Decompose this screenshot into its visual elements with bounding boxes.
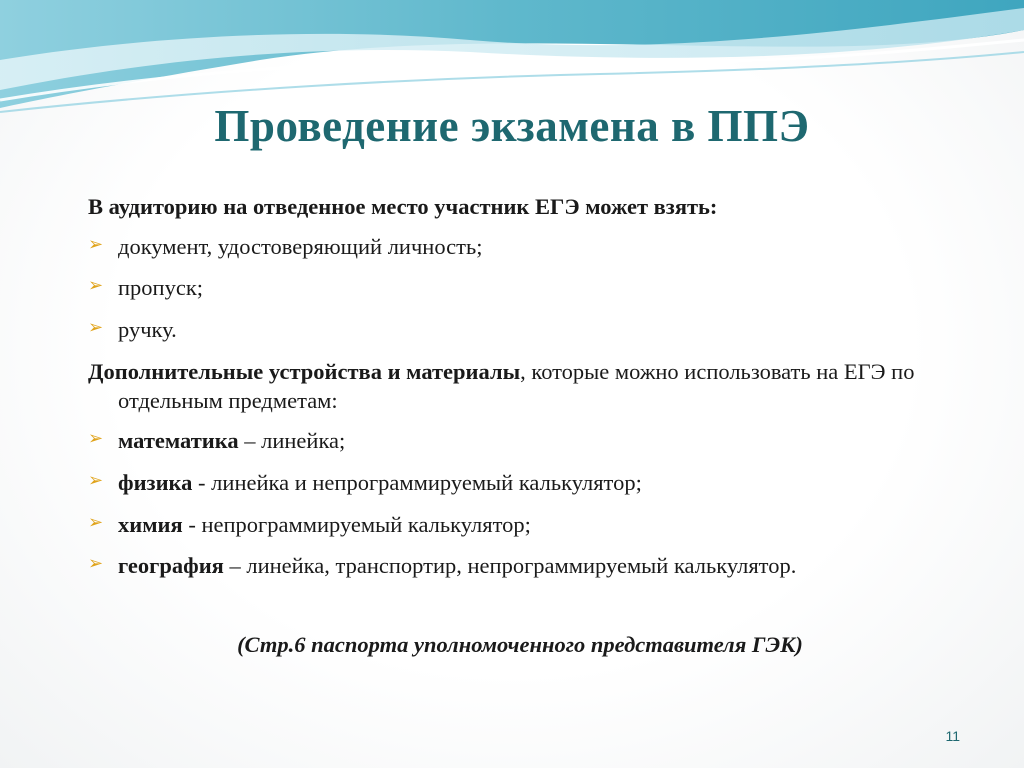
arrow-bullet-icon: ➢ [88,233,104,255]
subject-desc: непрограммируемый калькулятор; [201,511,531,537]
subject-desc: линейка; [261,428,346,454]
subject-separator: - [182,511,202,537]
intro-heading: В аудиторию на отведенное место участник ЕГЭ может взять: [88,194,718,219]
subject-name: математика [118,428,239,454]
arrow-bullet-icon: ➢ [88,469,104,491]
subject-item-physics [88,468,928,498]
subject-name: география [118,553,224,579]
arrow-bullet-icon: ➢ [88,317,104,339]
slide-title: Проведение экзамена в ППЭ [214,101,810,151]
arrow-bullet-icon: ➢ [88,511,104,533]
list-item [88,273,928,303]
slide-body [88,192,928,593]
subject-desc: линейка, транспортир, непрограммируемый калькулятор. [246,553,797,579]
list-item-text: ручку. [118,317,177,343]
subject-separator: – [238,428,262,454]
additional-materials-bold: Дополнительные устройства и материалы [88,358,521,384]
list-item [88,232,928,262]
page-number: 11 [945,728,960,744]
subject-item-geography [88,551,928,581]
subject-item-math [88,426,928,456]
list-item [88,315,928,345]
subject-name: химия [118,511,183,537]
list-item-text: документ, удостоверяющий личность; [118,233,483,259]
arrow-bullet-icon: ➢ [88,275,104,297]
subject-desc: линейка и непрограммируемый калькулятор; [211,469,642,495]
list-item-text: пропуск; [118,275,204,301]
additional-materials-rest: , которые можно использовать на ЕГЭ по отдельным предметам: [118,358,915,414]
subject-item-chemistry [88,510,928,540]
arrow-bullet-icon: ➢ [88,428,104,450]
subject-separator: – [223,553,247,579]
source-reference: (Стр.6 паспорта уполномоченного представителя ГЭК) [237,632,803,657]
subject-separator: - [192,469,212,495]
arrow-bullet-icon: ➢ [88,553,104,575]
subject-name: физика [118,469,193,495]
additional-materials-paragraph [88,357,928,416]
